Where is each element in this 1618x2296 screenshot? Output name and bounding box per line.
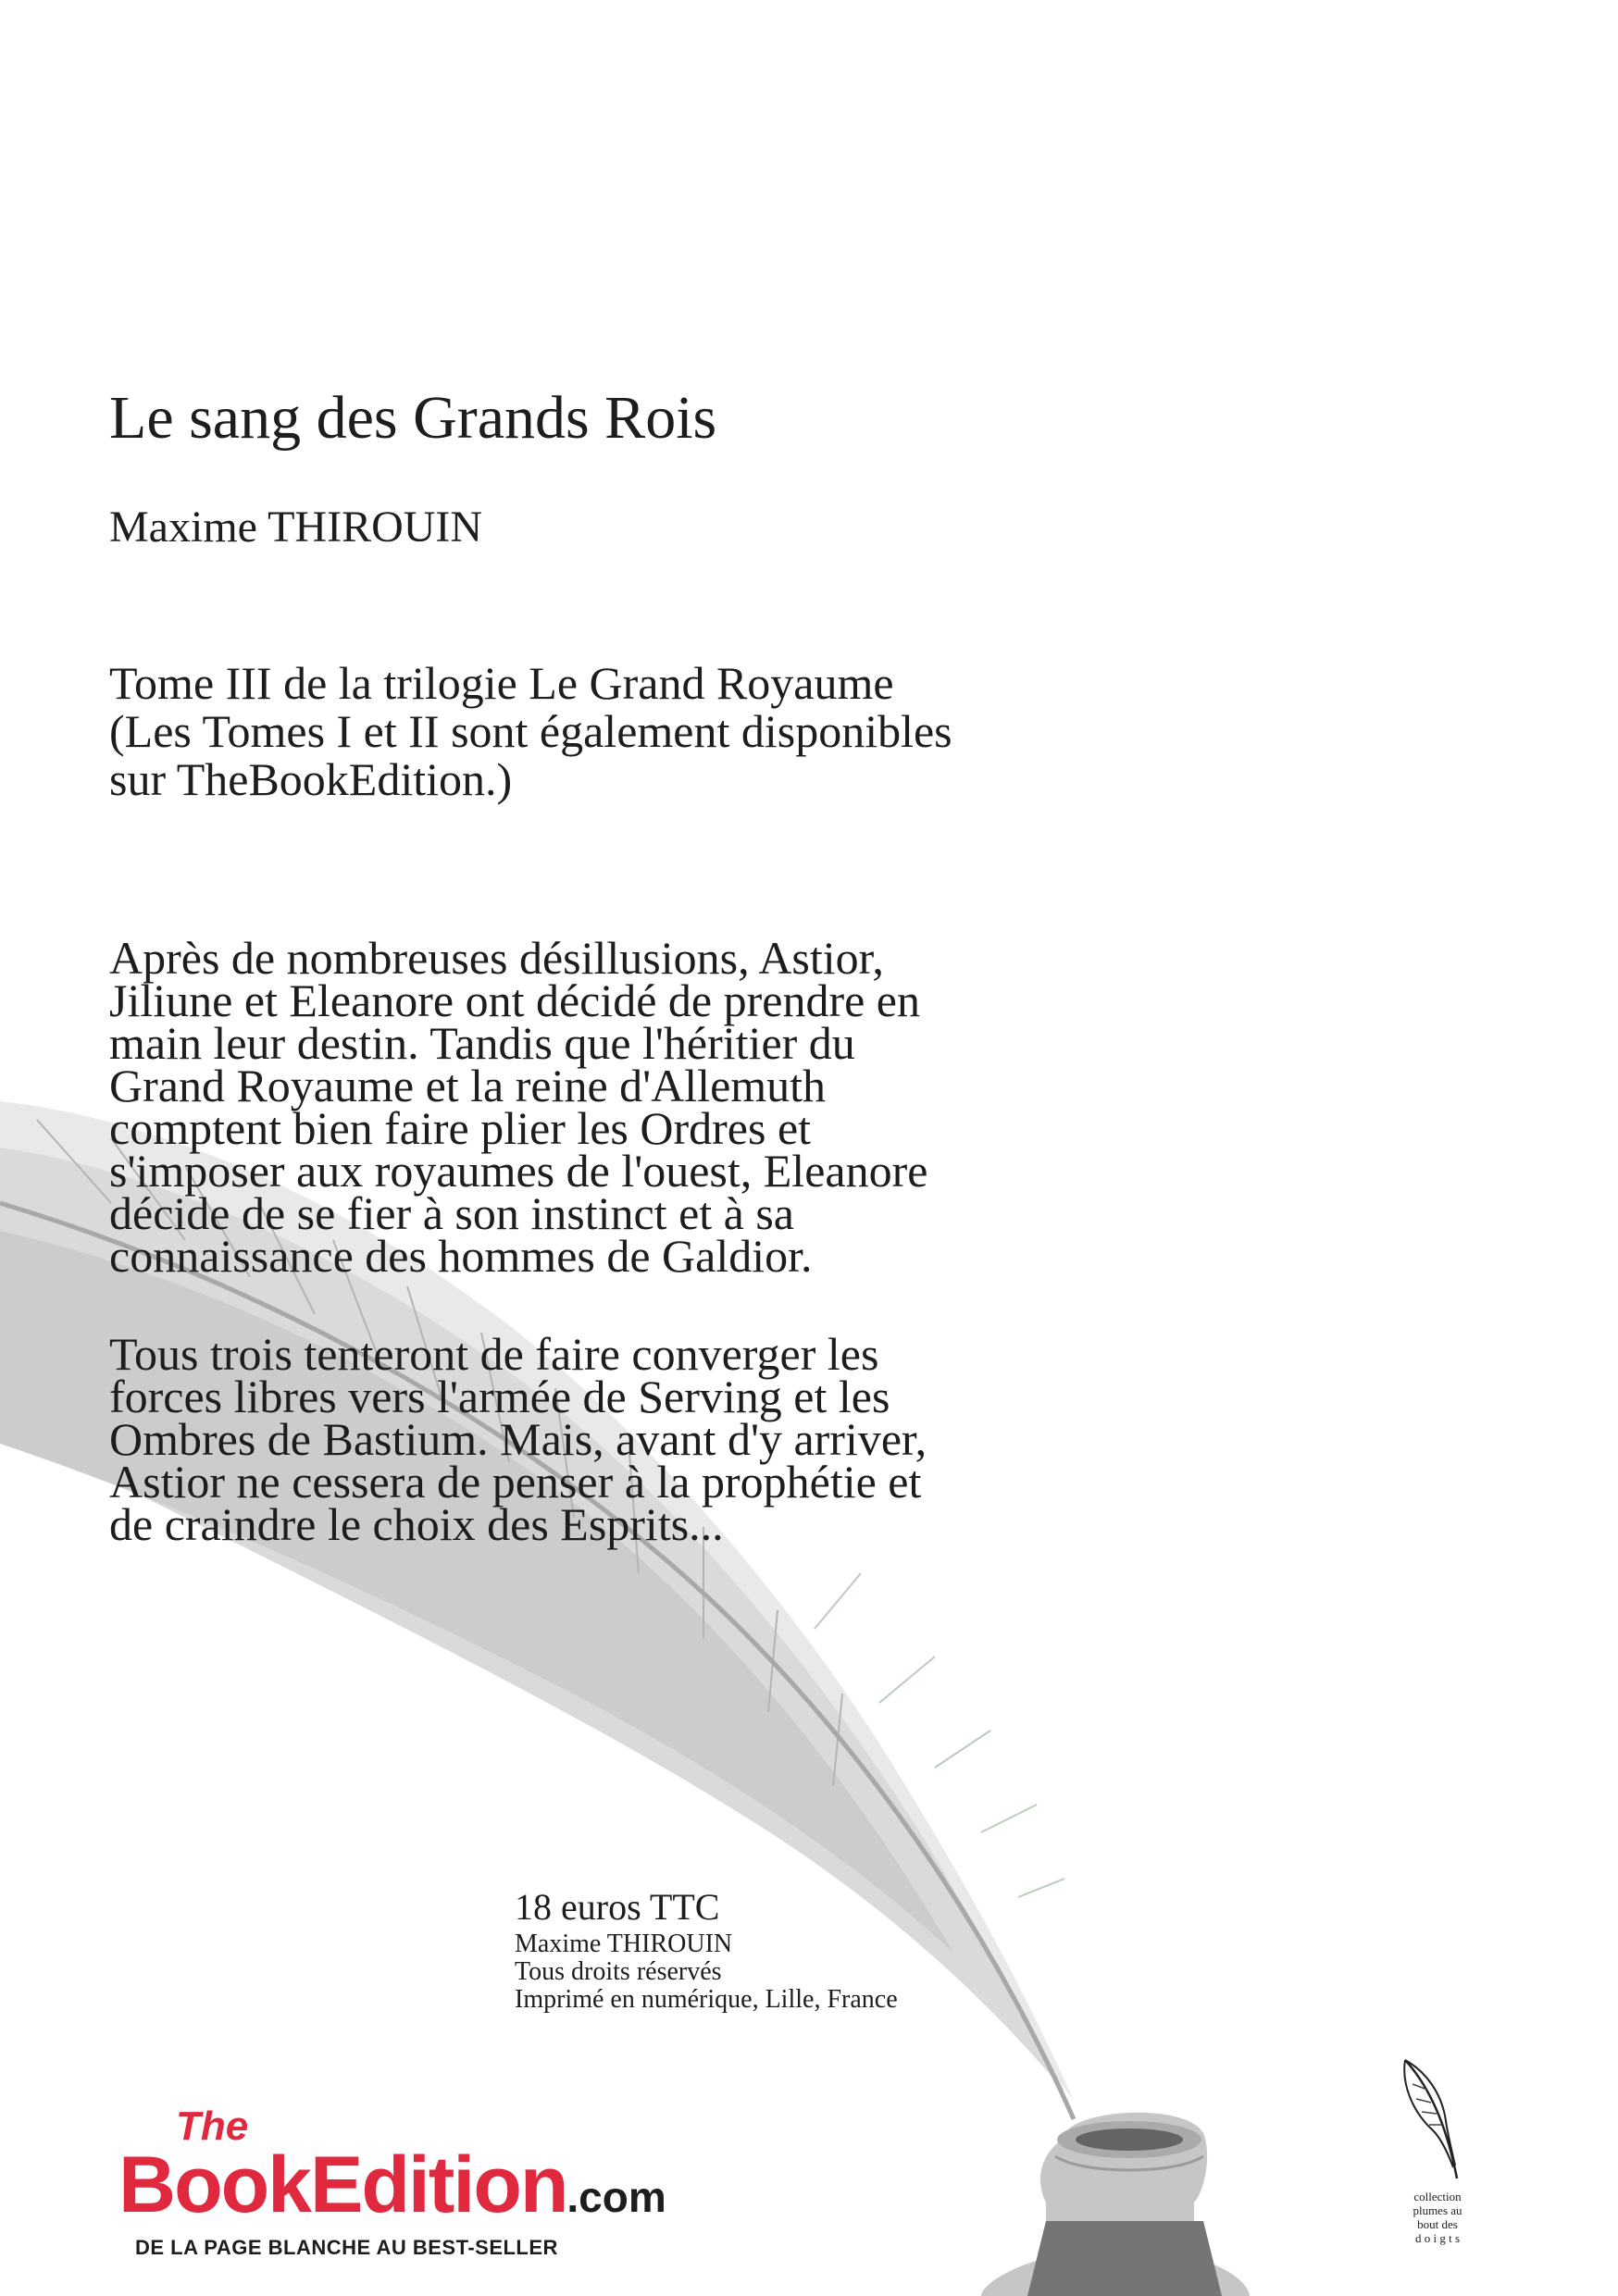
synopsis-line: décide de se fier à son instinct et à sa bbox=[109, 1187, 794, 1239]
logo-tagline: DE LA PAGE BLANCHE AU BEST-SELLER bbox=[135, 2236, 558, 2259]
collection-mark bbox=[1396, 2056, 1479, 2245]
synopsis-line: Grand Royaume et la reine d'Allemuth bbox=[109, 1060, 827, 1111]
synopsis-line: Astior ne cessera de penser à la prophétie et bbox=[109, 1456, 922, 1508]
collection-label bbox=[1396, 2190, 1479, 2245]
synopsis-paragraph-1 bbox=[109, 932, 928, 1282]
book-title: Le sang des Grands Rois bbox=[109, 384, 717, 452]
logo-wordmark bbox=[118, 2143, 666, 2239]
synopsis-paragraph-2 bbox=[109, 1328, 927, 1550]
synopsis-line: forces libres vers l'armée de Serving et les bbox=[109, 1371, 890, 1422]
synopsis-line: Ombres de Bastium. Mais, avant d'y arriver, bbox=[109, 1413, 927, 1465]
collection-line: d o i g t s bbox=[1414, 2231, 1461, 2245]
collection-line: bout des bbox=[1417, 2217, 1458, 2231]
logo-the: The bbox=[176, 2104, 249, 2149]
author-name: Maxime THIROUIN bbox=[109, 503, 483, 552]
synopsis-line: Après de nombreuses désillusions, Astior, bbox=[109, 932, 884, 984]
series-line: (Les Tomes I et II sont également disponibles bbox=[109, 705, 952, 757]
imprint-printed: Imprimé en numérique, Lille, France bbox=[515, 1985, 898, 2014]
synopsis-line: connaissance des hommes de Galdior. bbox=[109, 1230, 813, 1282]
series-line: Tome III de la trilogie Le Grand Royaume bbox=[109, 657, 894, 709]
thebookedition-logo bbox=[118, 2104, 666, 2273]
synopsis-line: comptent bien faire plier les Ordres et bbox=[109, 1102, 812, 1154]
imprint-rights: Tous droits réservés bbox=[515, 1957, 722, 1986]
logo-brand: BookEdition bbox=[118, 2141, 567, 2229]
synopsis-line: s'imposer aux royaumes de l'ouest, Eleanore bbox=[109, 1145, 928, 1197]
synopsis-line: de craindre le choix des Esprits... bbox=[109, 1498, 724, 1550]
imprint-block bbox=[515, 1884, 898, 2014]
series-line: sur TheBookEdition.) bbox=[109, 753, 513, 805]
synopsis-line: Tous trois tenteront de faire converger les bbox=[109, 1328, 879, 1380]
synopsis-line: Jiliune et Eleanore ont décidé de prendre en bbox=[109, 974, 921, 1026]
series-info bbox=[109, 659, 952, 803]
feather-icon bbox=[1400, 2056, 1464, 2186]
imprint-author: Maxime THIROUIN bbox=[515, 1930, 733, 1958]
synopsis-line: main leur destin. Tandis que l'héritier du bbox=[109, 1017, 855, 1069]
logo-domain: .com bbox=[566, 2173, 666, 2221]
collection-line: plumes au bbox=[1413, 2203, 1462, 2217]
collection-line: collection bbox=[1413, 2190, 1462, 2203]
synopsis bbox=[109, 932, 928, 1601]
price: 18 euros TTC bbox=[515, 1886, 720, 1928]
